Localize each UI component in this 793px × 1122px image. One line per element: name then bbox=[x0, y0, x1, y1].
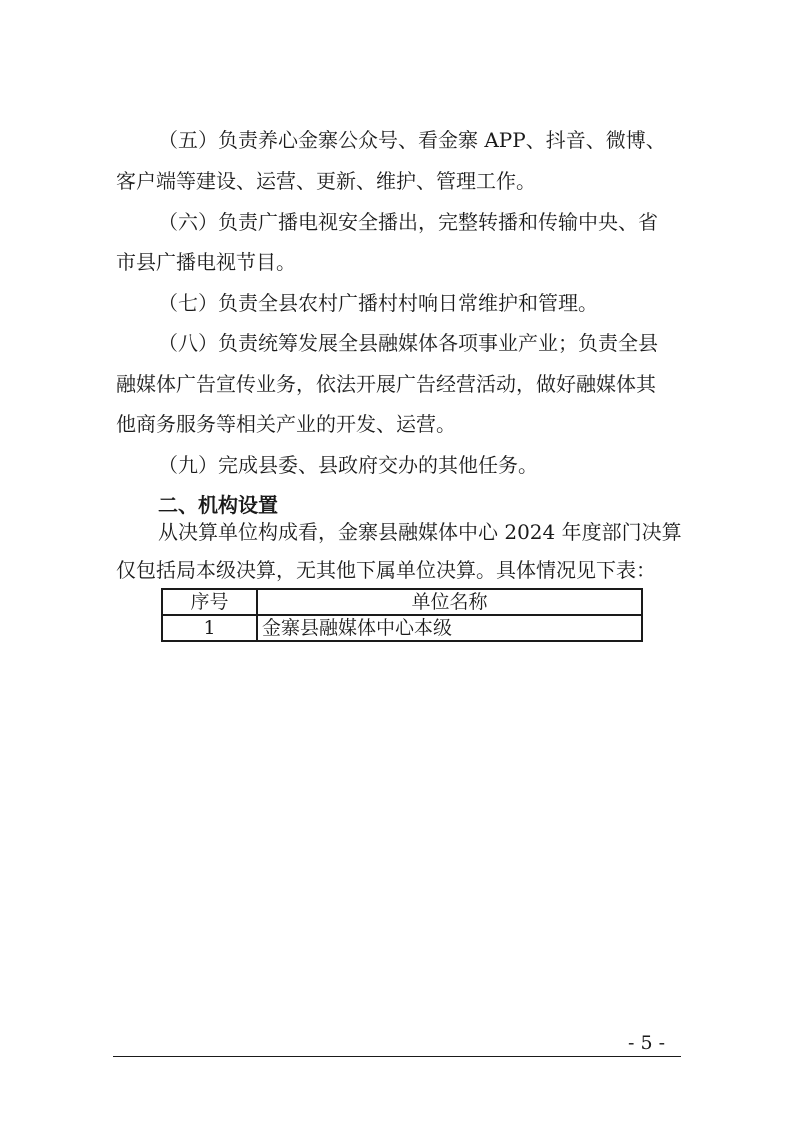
unit-table bbox=[161, 588, 643, 642]
table-header-row bbox=[162, 589, 642, 615]
paragraph-6-line-1: （六）负责广播电视安全播出，完整转播和传输中央、省 bbox=[158, 210, 658, 234]
paragraph-5-line-2: 客户端等建设、运营、更新、维护、管理工作。 bbox=[116, 169, 536, 193]
paragraph-6-line-2: 市县广播电视节目。 bbox=[116, 250, 296, 274]
paragraph-8-line-2: 融媒体广告宣传业务，依法开展广告经营活动，做好融媒体其 bbox=[116, 372, 656, 396]
paragraph-9-line-1: （九）完成县委、县政府交办的其他任务。 bbox=[158, 453, 538, 477]
footer-divider bbox=[113, 1056, 681, 1057]
paragraph-7-line-1: （七）负责全县农村广播村村响日常维护和管理。 bbox=[158, 291, 598, 315]
intro-line-2: 仅包括局本级决算，无其他下属单位决算。具体情况见下表： bbox=[116, 558, 656, 582]
table-row bbox=[162, 615, 642, 641]
page-number: - 5 - bbox=[628, 1032, 666, 1054]
column-header-unit-name: 单位名称 bbox=[257, 589, 642, 615]
section-heading: 二、机构设置 bbox=[158, 493, 278, 517]
cell-index: 1 bbox=[162, 615, 257, 641]
paragraph-8-line-3: 他商务服务等相关产业的开发、运营。 bbox=[116, 412, 456, 436]
paragraph-5-line-1: （五）负责养心金寨公众号、看金寨 APP、抖音、微博、 bbox=[158, 128, 666, 152]
intro-line-1: 从决算单位构成看，金寨县融媒体中心 2024 年度部门决算 bbox=[158, 520, 682, 544]
cell-unit-name: 金寨县融媒体中心本级 bbox=[257, 615, 642, 641]
paragraph-8-line-1: （八）负责统筹发展全县融媒体各项事业产业；负责全县 bbox=[158, 331, 658, 355]
column-header-index: 序号 bbox=[162, 589, 257, 615]
